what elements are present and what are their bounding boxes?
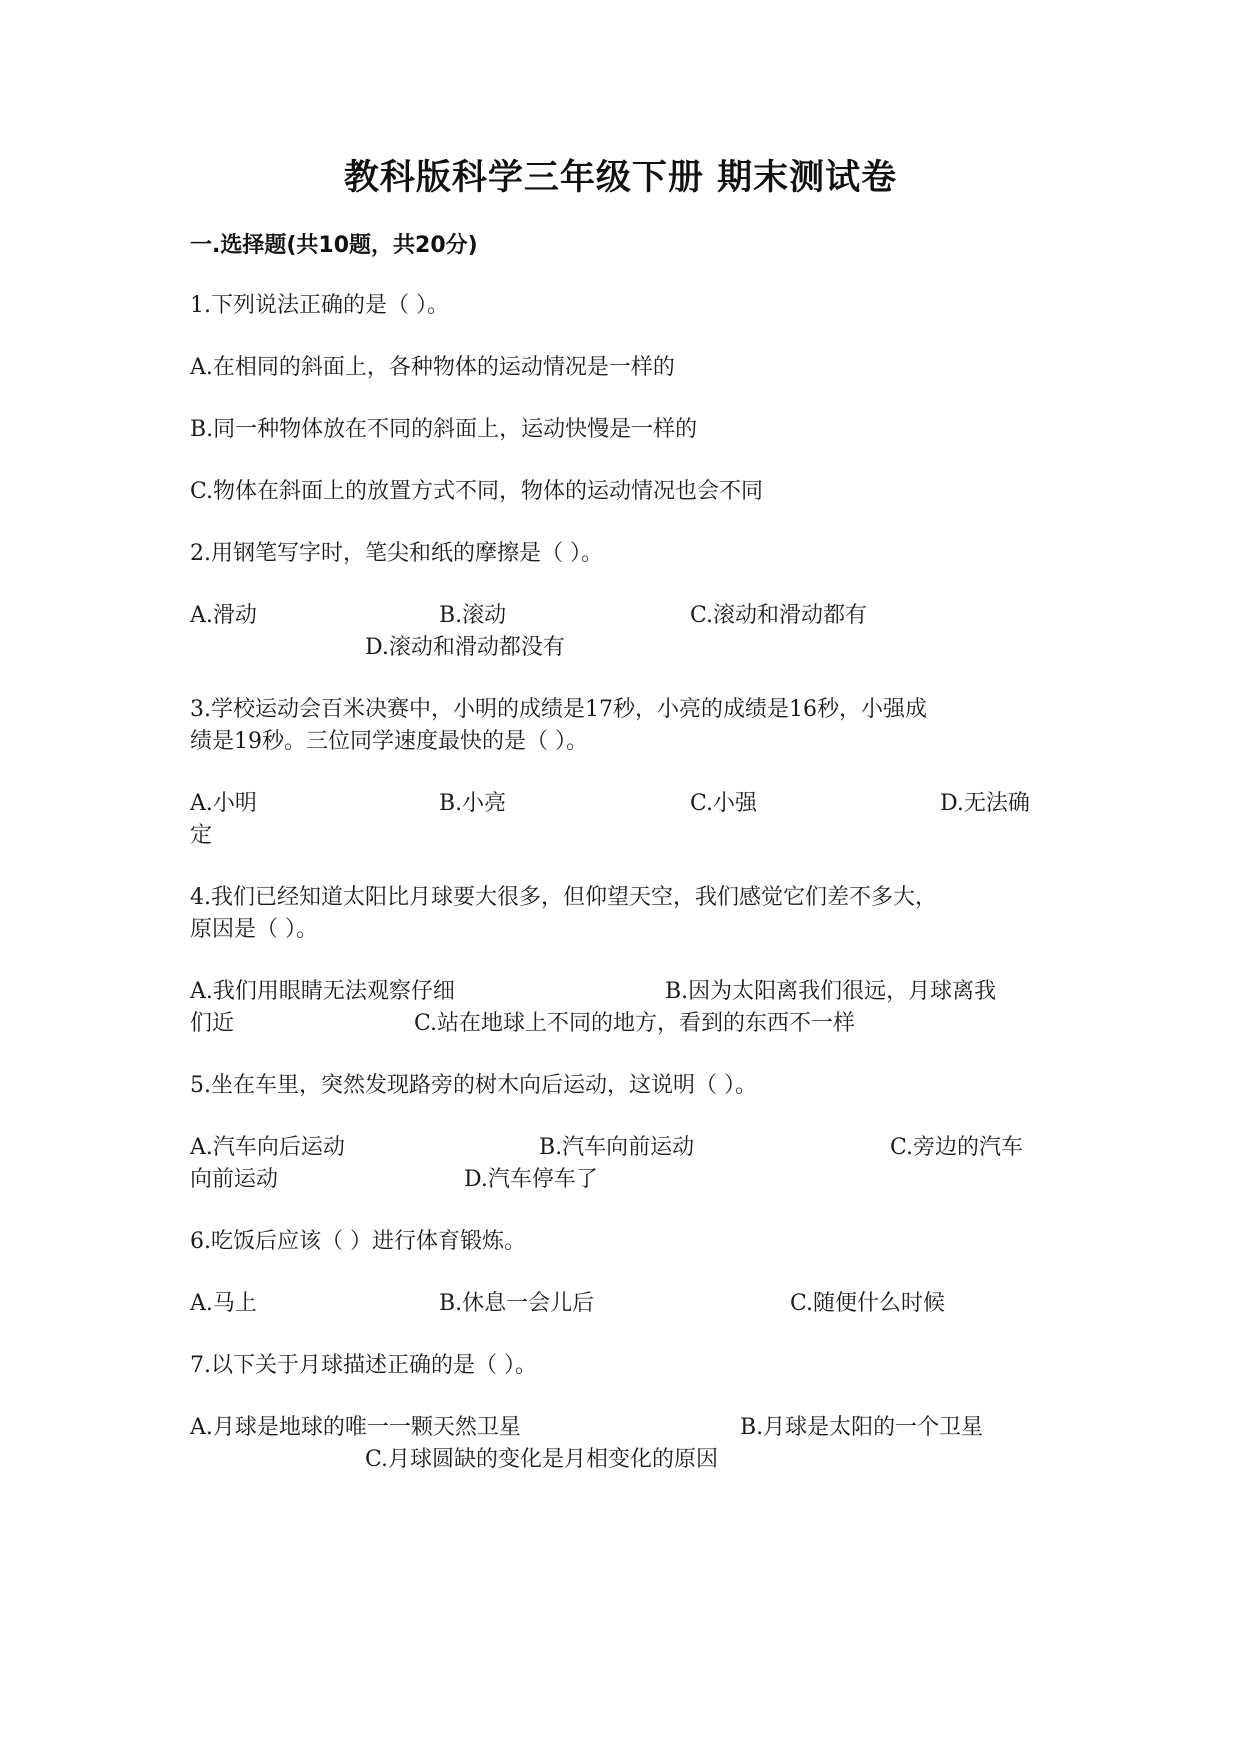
question-stem-line2: 原因是（ ）。 xyxy=(190,917,318,942)
option-a: A.在相同的斜面上，各种物体的运动情况是一样的 xyxy=(190,355,675,380)
option-d: D.无法确 xyxy=(940,791,1030,816)
question-stem: 7.以下关于月球描述正确的是（ ）。 xyxy=(190,1353,537,1378)
question-stem-line1: 4.我们已经知道太阳比月球要大很多，但仰望天空，我们感觉它们差不多大， xyxy=(190,885,937,910)
option-d-wrap: 定 xyxy=(190,823,213,848)
option-c: C.旁边的汽车 xyxy=(890,1135,1024,1160)
option-b: B.休息一会儿后 xyxy=(439,1291,595,1316)
option-c: C.站在地球上不同的地方，看到的东西不一样 xyxy=(414,1011,856,1036)
question-stem-line1: 3.学校运动会百米决赛中，小明的成绩是17秒，小亮的成绩是16秒，小强成 xyxy=(190,697,927,722)
question-stem: 2.用钢笔写字时，笔尖和纸的摩擦是（ ）。 xyxy=(190,541,603,566)
option-a: A.月球是地球的唯一一颗天然卫星 xyxy=(190,1415,521,1440)
option-c: C.随便什么时候 xyxy=(790,1291,946,1316)
option-a: A.滑动 xyxy=(190,603,257,628)
option-c-wrap: 向前运动 xyxy=(190,1167,279,1192)
question-stem: 5.坐在车里，突然发现路旁的树木向后运动，这说明（ ）。 xyxy=(190,1073,757,1098)
option-d: D.滚动和滑动都没有 xyxy=(365,635,565,660)
section-heading: 一.选择题(共10题，共20分) xyxy=(190,233,478,258)
option-c: C.滚动和滑动都有 xyxy=(690,603,868,628)
option-d: D.汽车停车了 xyxy=(464,1167,598,1192)
option-b: B.汽车向前运动 xyxy=(539,1135,695,1160)
page-title: 教科版科学三年级下册 期末测试卷 xyxy=(343,158,898,198)
option-b: B.滚动 xyxy=(439,603,507,628)
question-stem: 1.下列说法正确的是（ ）。 xyxy=(190,293,449,318)
option-c: C.月球圆缺的变化是月相变化的原因 xyxy=(365,1447,719,1472)
option-b: B.小亮 xyxy=(439,791,507,816)
option-b: B.月球是太阳的一个卫星 xyxy=(740,1415,984,1440)
option-c: C.物体在斜面上的放置方式不同，物体的运动情况也会不同 xyxy=(190,479,764,504)
option-c: C.小强 xyxy=(690,791,758,816)
option-a: A.我们用眼睛无法观察仔细 xyxy=(190,979,455,1004)
option-a: A.小明 xyxy=(190,791,257,816)
option-a: A.马上 xyxy=(190,1291,257,1316)
option-a: A.汽车向后运动 xyxy=(190,1135,345,1160)
option-b-wrap: 们近 xyxy=(190,1011,235,1036)
question-stem-line2: 绩是19秒。三位同学速度最快的是（ ）。 xyxy=(190,729,588,754)
option-b: B.同一种物体放在不同的斜面上，运动快慢是一样的 xyxy=(190,417,698,442)
option-b: B.因为太阳离我们很远，月球离我 xyxy=(665,979,997,1004)
question-stem: 6.吃饭后应该（ ）进行体育锻炼。 xyxy=(190,1229,526,1254)
